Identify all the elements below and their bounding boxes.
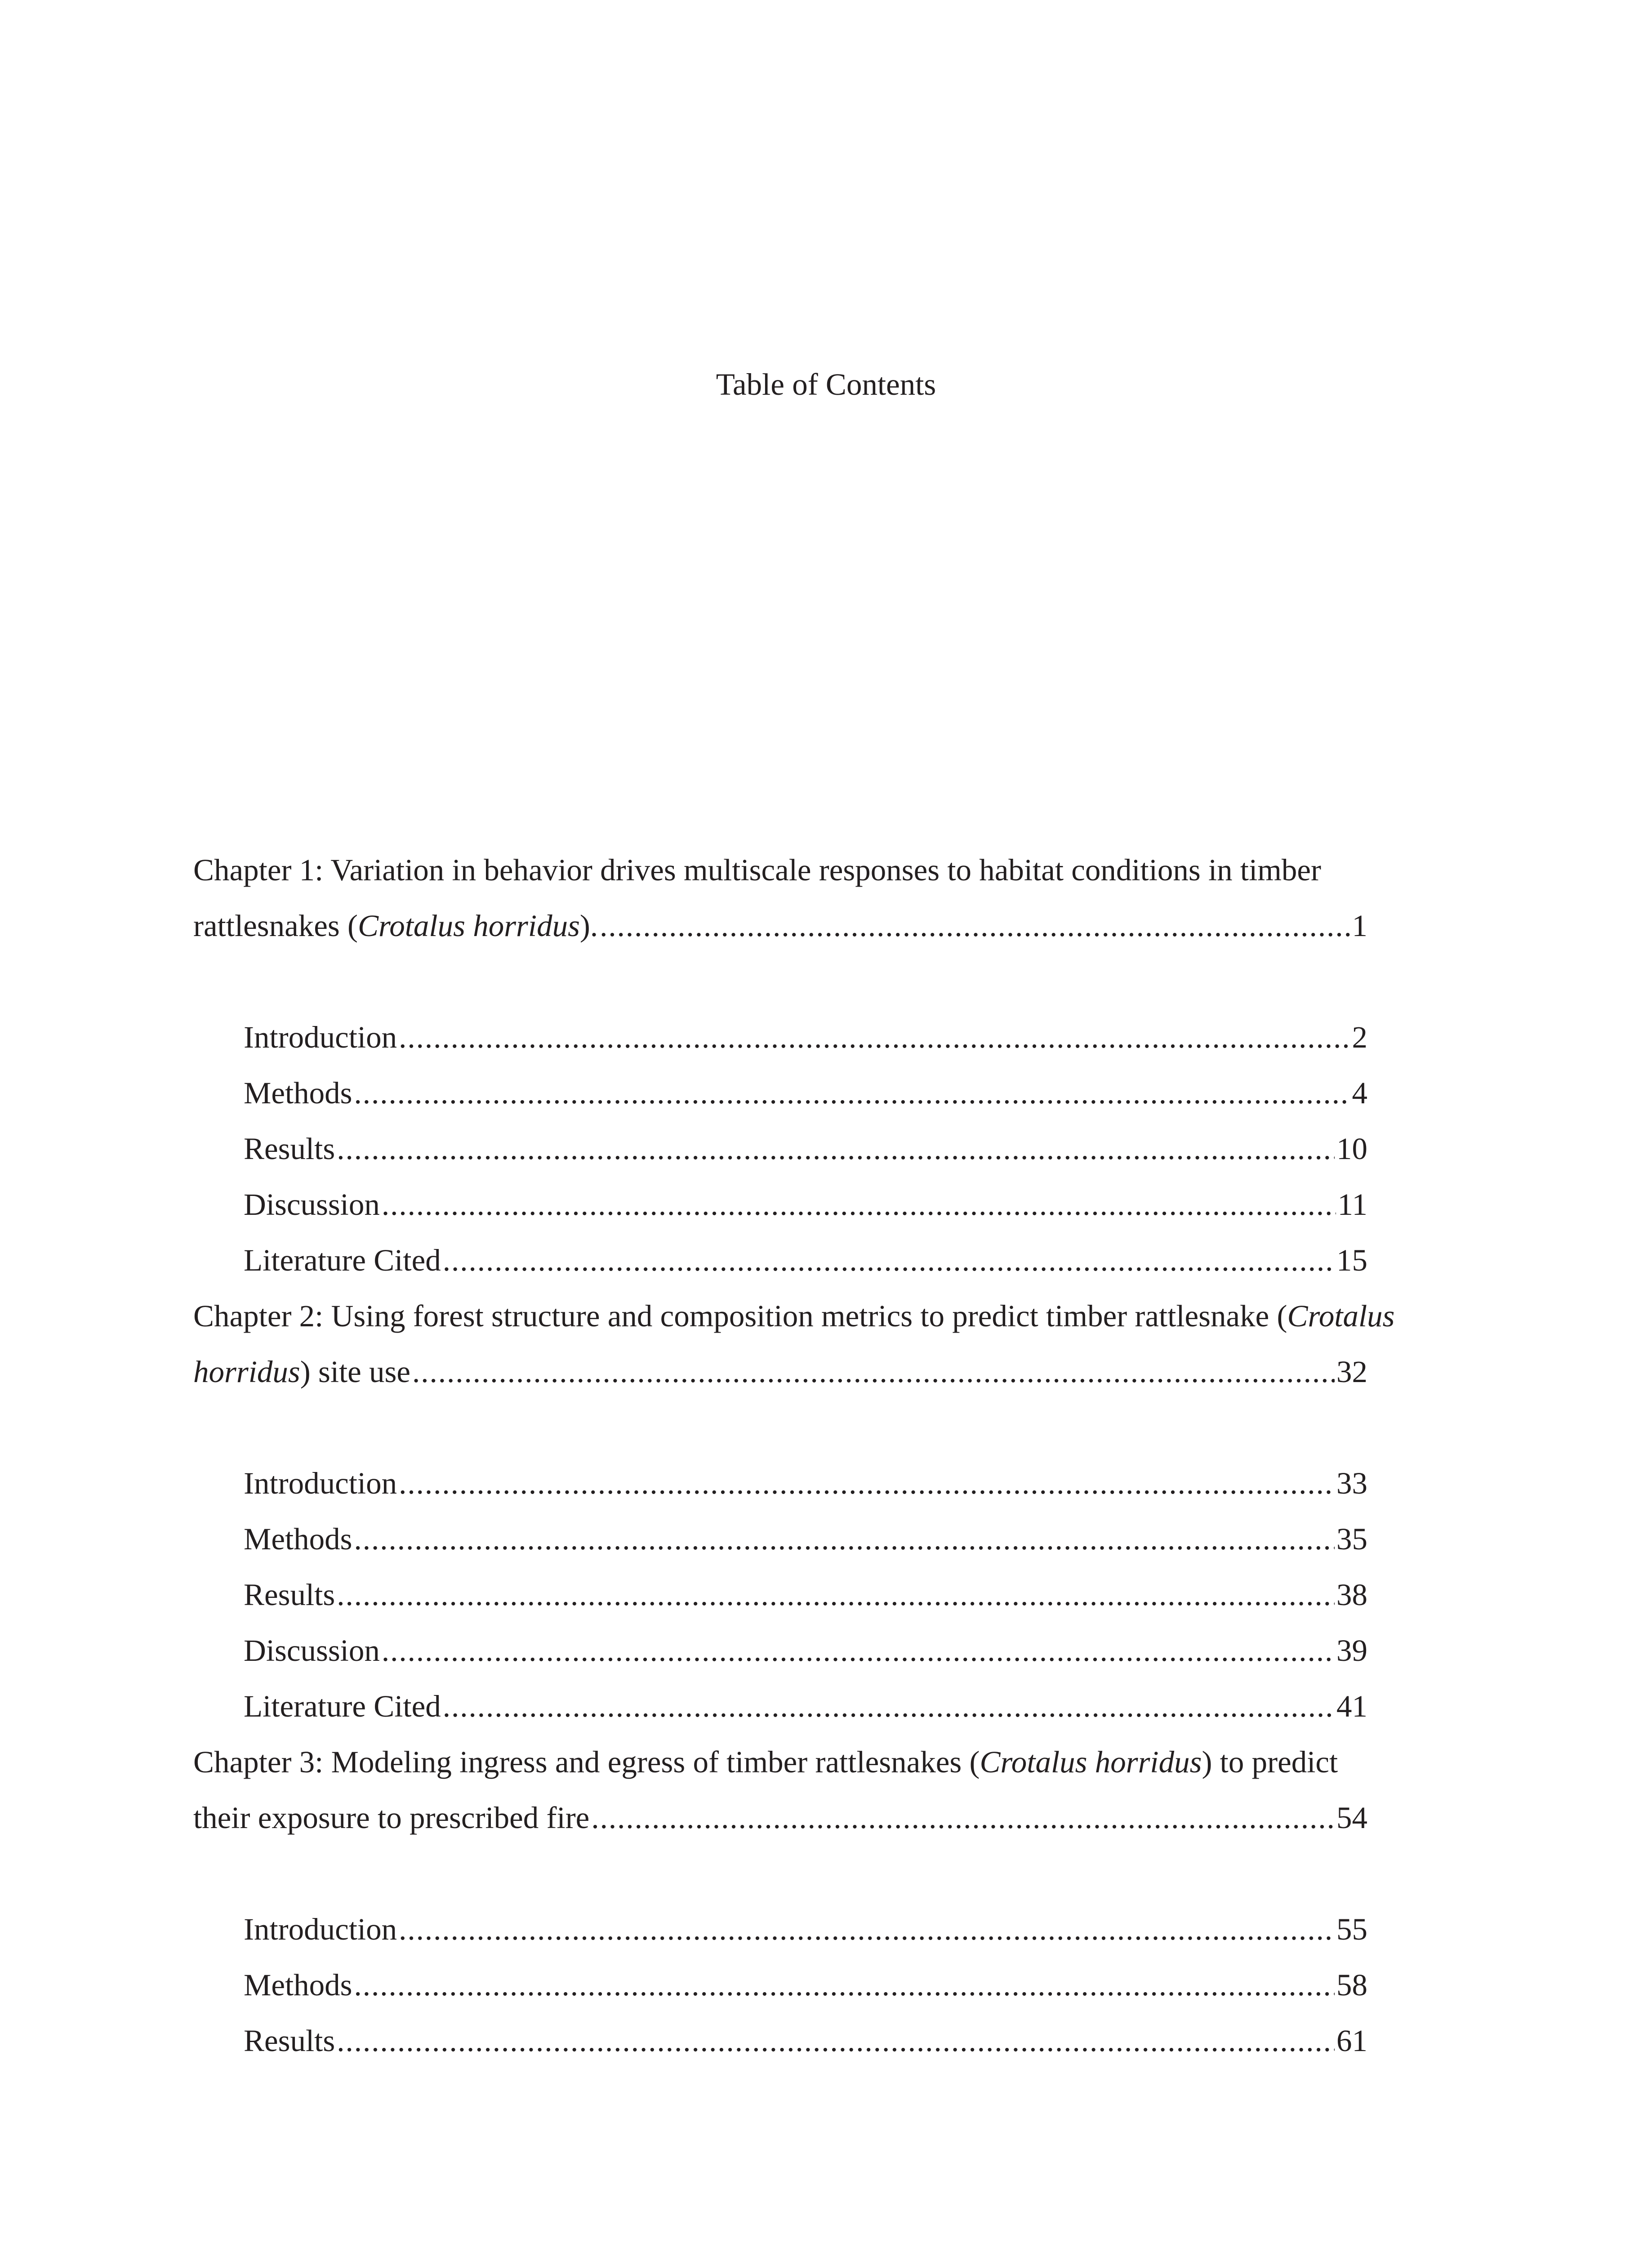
entry-page-number: 4 [1352, 1076, 1367, 1110]
entry-label: Results [244, 2024, 335, 2058]
dot-leader [399, 1461, 1335, 1506]
chapter-1-title-text: Chapter 1: Variation in behavior drives multiscale responses to habitat conditions in timber [193, 853, 1322, 887]
toc-entry-ch1-discussion[interactable] [193, 1182, 1367, 1238]
chapter-3-title-continuation: their exposure to prescribed fire [193, 1801, 590, 1835]
chapter-1-title-continuation: rattlesnakes (Crotalus horridus). [193, 909, 598, 943]
toc-entry-ch1-methods[interactable] [193, 1070, 1367, 1126]
toc-entry-ch2-literature-cited[interactable] [193, 1684, 1367, 1740]
chapter-2-title-line-1[interactable] [193, 1293, 1452, 1349]
entry-page-number: 41 [1336, 1689, 1367, 1723]
species-name-italic: Crotalus [1287, 1299, 1395, 1333]
dot-leader [354, 1070, 1350, 1115]
toc-entry-ch1-literature-cited[interactable] [193, 1238, 1367, 1293]
chapter-2-title-text: Chapter 2: Using forest structure and composition metrics to predict timber rattlesnake ( [193, 1299, 1287, 1333]
dot-leader [354, 1963, 1335, 2007]
toc-entry-ch2-introduction[interactable] [193, 1461, 1367, 1517]
dot-leader [443, 1238, 1335, 1283]
toc-entry-ch2-discussion[interactable] [193, 1628, 1367, 1684]
toc-entry-ch2-methods[interactable] [193, 1517, 1367, 1572]
toc-entry-ch2-results[interactable] [193, 1572, 1367, 1628]
species-name-italic: horridus [193, 1355, 300, 1389]
entry-page-number: 10 [1336, 1132, 1367, 1166]
entry-page-number: 33 [1336, 1466, 1367, 1500]
chapter-1-title-line-2[interactable] [193, 903, 1367, 959]
entry-label: Introduction [244, 1912, 397, 1946]
toc-entry-ch1-introduction[interactable] [193, 1015, 1367, 1070]
chapter-3-title-line-2[interactable] [193, 1795, 1367, 1851]
entry-page-number: 38 [1336, 1578, 1367, 1612]
chapter-1-title-line-1[interactable] [193, 847, 1452, 903]
dot-leader [337, 2018, 1335, 2063]
entry-label: Introduction [244, 1466, 397, 1500]
chapter-1-page-number: 1 [1352, 909, 1367, 943]
dot-leader [443, 1684, 1335, 1729]
dot-leader [399, 1907, 1335, 1952]
table-of-contents [193, 847, 1452, 2074]
toc-entry-ch1-results[interactable] [193, 1126, 1367, 1182]
dot-leader [337, 1572, 1335, 1617]
dot-leader [600, 903, 1350, 948]
chapter-3-title-line-1[interactable]: Chapter 3: Modeling ingress and egress of timber rattlesnakes (Crotalus horridus) to predict [193, 1745, 1338, 1779]
entry-label: Discussion [244, 1633, 380, 1668]
spacer [193, 1851, 1452, 1907]
entry-label: Methods [244, 1522, 352, 1556]
entry-label: Results [244, 1578, 335, 1612]
entry-page-number: 61 [1336, 2024, 1367, 2058]
page-title: Table of Contents [716, 367, 936, 401]
entry-label: Discussion [244, 1187, 380, 1222]
entry-page-number: 55 [1336, 1912, 1367, 1946]
dot-leader [412, 1349, 1335, 1394]
spacer [193, 959, 1452, 1015]
entry-label: Methods [244, 1076, 352, 1110]
entry-page-number: 2 [1352, 1020, 1367, 1054]
dot-leader [337, 1126, 1335, 1171]
entry-page-number: 35 [1336, 1522, 1367, 1556]
entry-label: Results [244, 1132, 335, 1166]
species-name-italic: Crotalus horridus [980, 1745, 1202, 1779]
species-name-italic: Crotalus horridus [357, 909, 580, 943]
entry-page-number: 11 [1337, 1187, 1367, 1222]
dot-leader [382, 1628, 1335, 1673]
entry-label: Literature Cited [244, 1689, 441, 1723]
entry-page-number: 39 [1336, 1633, 1367, 1668]
entry-page-number: 58 [1336, 1968, 1367, 2002]
dot-leader [354, 1517, 1335, 1561]
entry-label: Literature Cited [244, 1243, 441, 1277]
entry-label: Methods [244, 1968, 352, 2002]
entry-page-number: 15 [1336, 1243, 1367, 1277]
chapter-2-page-number: 32 [1336, 1355, 1367, 1389]
chapter-2-title-continuation: horridus) site use [193, 1355, 411, 1389]
toc-entry-ch3-results[interactable] [193, 2018, 1367, 2074]
spacer [193, 1405, 1452, 1461]
dot-leader [591, 1795, 1335, 1840]
dot-leader [399, 1015, 1350, 1060]
toc-entry-ch3-methods[interactable] [193, 1963, 1367, 2018]
chapter-3-title-text: Chapter 3: Modeling ingress and egress of timber rattlesnakes ( [193, 1745, 980, 1779]
toc-entry-ch3-introduction[interactable] [193, 1907, 1367, 1963]
chapter-2-title-line-2[interactable] [193, 1349, 1367, 1405]
chapter-3-page-number: 54 [1336, 1801, 1367, 1835]
dot-leader [382, 1182, 1336, 1227]
entry-label: Introduction [244, 1020, 397, 1054]
